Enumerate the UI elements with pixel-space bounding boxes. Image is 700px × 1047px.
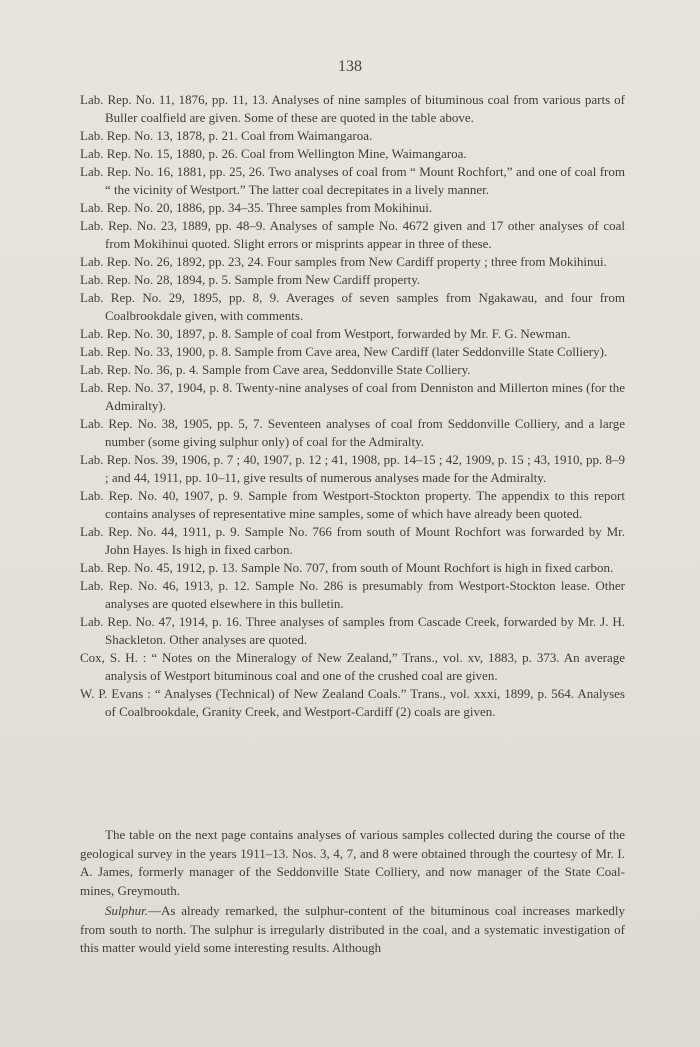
reference-entry: Lab. Rep. No. 46, 1913, p. 12. Sample No. 286 is presumably from Westport-Stockton lease. Other analyses are quoted elsewhere in this bulletin.: [80, 578, 625, 611]
reference-entry: Lab. Rep. No. 16, 1881, pp. 25, 26. Two analyses of coal from “ Mount Rochfort,” and one of coal from “ the vicinity of Westport.” The latter coal decrepitates in a lively manner.: [80, 164, 625, 197]
reference-entry: Cox, S. H. : “ Notes on the Mineralogy of New Zealand,” Trans., vol. xv, 1883, p. 373. An average analysis of Westport bituminous coal and one of the crushed coal are given.: [80, 650, 625, 683]
reference-entry: Lab. Rep. No. 30, 1897, p. 8. Sample of coal from Westport, forwarded by Mr. F. G. Newman.: [80, 326, 571, 341]
reference-entry: Lab. Rep. No. 13, 1878, p. 21. Coal from Waimangaroa.: [80, 128, 373, 143]
page-number: 138: [338, 58, 362, 75]
reference-entry: Lab. Rep. No. 40, 1907, p. 9. Sample from Westport-Stockton property. The appendix to this report contains analyses of representative mine samples, some of which have already been quoted.: [80, 488, 625, 521]
body-paragraph-sulphur: [80, 902, 625, 958]
reference-entry: Lab. Rep. No. 11, 1876, pp. 11, 13. Analyses of nine samples of bituminous coal from various parts of Buller coalfield are given. Some of these are quoted in the table above.: [80, 92, 625, 125]
body-paragraph: The table on the next page contains analyses of various samples collected during the course of the geological survey in the years 1911–13. Nos. 3, 4, 7, and 8 were obtained through the courtesy of Mr. I. A. James, formerly manager of the Seddonville State Colliery, and now manager of the State Coal-mines, Greymouth.: [80, 827, 625, 898]
reference-entry: Lab. Rep. Nos. 39, 1906, p. 7 ; 40, 1907, p. 12 ; 41, 1908, pp. 14–15 ; 42, 1909, p. 15 ; 43, 1910, pp. 8–9 ; and 44, 1911, pp. 10–11, give results of numerous analyses made for the Admiralty.: [80, 452, 625, 485]
reference-entry: W. P. Evans : “ Analyses (Technical) of New Zealand Coals.” Trans., vol. xxxi, 1899, p. 564. Analyses of Coalbrookdale, Granity Creek, and Westport-Cardiff (2) coals are given.: [80, 686, 625, 719]
paragraph-lead: Sulphur.: [105, 903, 148, 918]
reference-entry: Lab. Rep. No. 28, 1894, p. 5. Sample from New Cardiff property.: [80, 272, 421, 287]
reference-entry: Lab. Rep. No. 33, 1900, p. 8. Sample from Cave area, New Cardiff (later Seddonville State Colliery).: [80, 344, 608, 359]
reference-entry: Lab. Rep. No. 29, 1895, pp. 8, 9. Averages of seven samples from Ngakawau, and four from Coalbrookdale given, with comments.: [80, 290, 625, 323]
reference-list: [80, 91, 625, 721]
reference-entry: Lab. Rep. No. 36, p. 4. Sample from Cave area, Seddonville State Colliery.: [80, 362, 471, 377]
reference-entry: Lab. Rep. No. 23, 1889, pp. 48–9. Analyses of sample No. 4672 given and 17 other analyses of coal from Mokihinui quoted. Slight errors or misprints appear in three of these.: [80, 218, 625, 251]
reference-entry: Lab. Rep. No. 15, 1880, p. 26. Coal from Wellington Mine, Waimangaroa.: [80, 146, 467, 161]
paragraph-text: —As already remarked, the sulphur-content of the bituminous coal increases markedly from south to north. The sulphur is irregularly distributed in the coal, and a systematic investigation of this matter would yield some interesting results. Although: [80, 903, 625, 955]
reference-entry: Lab. Rep. No. 20, 1886, pp. 34–35. Three samples from Mokihinui.: [80, 200, 433, 215]
reference-entry: Lab. Rep. No. 47, 1914, p. 16. Three analyses of samples from Cascade Creek, forwarded by Mr. J. H. Shackleton. Other analyses are quoted.: [80, 614, 625, 647]
reference-entry: Lab. Rep. No. 38, 1905, pp. 5, 7. Seventeen analyses of coal from Seddonville Colliery, and a large number (some giving sulphur only) of coal for the Admiralty.: [80, 416, 625, 449]
reference-entry: Lab. Rep. No. 45, 1912, p. 13. Sample No. 707, from south of Mount Rochfort is high in fixed carbon.: [80, 560, 614, 575]
reference-entry: Lab. Rep. No. 44, 1911, p. 9. Sample No. 766 from south of Mount Rochfort was forwarded by Mr. John Hayes. Is high in fixed carbon.: [80, 524, 625, 557]
reference-entry: Lab. Rep. No. 26, 1892, pp. 23, 24. Four samples from New Cardiff property ; three from Mokihinui.: [80, 254, 607, 269]
reference-entry: Lab. Rep. No. 37, 1904, p. 8. Twenty-nine analyses of coal from Denniston and Millerton mines (for the Admiralty).: [80, 380, 625, 413]
